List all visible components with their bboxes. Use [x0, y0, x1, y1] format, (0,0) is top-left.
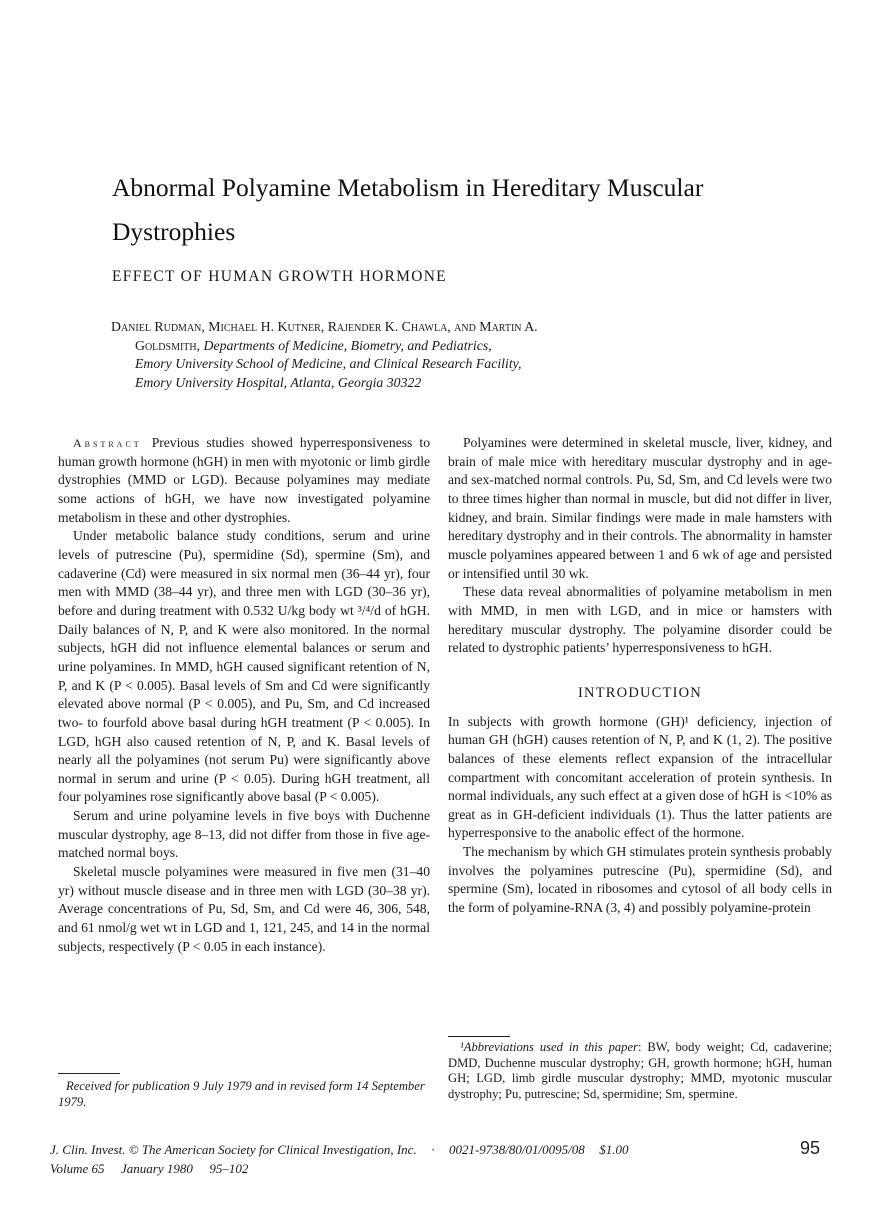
footer-separator: · [431, 1142, 435, 1157]
abstract-paragraph: These data reveal abnormalities of polyamine metabolism in men with MMD, in men with LGD, and in mice or hamsters with hereditary muscular dystrophy. The polyamine disorder could be related to dystrophic patients’ hyperresponsiveness to hGH. [448, 584, 832, 656]
footnote-divider [58, 1073, 120, 1074]
author-affiliation-line [111, 337, 751, 356]
abstract-paragraph: Skeletal muscle polyamines were measured in five men (31–40 yr) without muscle disease and in three men with LGD (30–38 yr). Average concentrations of Pu, Sd, Sm, and Cd were 46, 306, 548, and 61 nmol/g wet wt in LGD and 1, 121, 245, and 14 in the normal subjects, respectively (P < 0.05 in each instance). [58, 864, 430, 954]
affiliation-hospital: Emory University Hospital, Atlanta, Georgia 30322 [135, 374, 422, 390]
abstract-paragraph [58, 434, 430, 527]
right-column [448, 434, 832, 918]
abstract-paragraph: Serum and urine polyamine levels in five boys with Duchenne muscular dystrophy, age 8–13, did not differ from those in five age-matched normal boys. [58, 808, 430, 861]
abstract-label: Abstract [73, 436, 142, 450]
abbreviations-text: : BW, body weight; Cd, cadaverine; DMD, Duchenne muscular dystrophy; GH, growth hormone; hGH, human GH; LGD, limb girdle muscular dystrophy; MMD, myotonic muscular dystrophy; Pu, putrescine; Sd, spermidine; Sm, spermine. [448, 1040, 833, 1101]
article-title: Abnormal Polyamine Metabolism in Hereditary Muscular Dystrophies [112, 173, 704, 246]
article-subtitle: EFFECT OF HUMAN GROWTH HORMONE [112, 268, 447, 285]
section-heading-introduction: INTRODUCTION [578, 684, 702, 701]
page-range: 95–102 [209, 1161, 249, 1176]
abstract-text: Previous studies showed hyperresponsiveness to human growth hormone (hGH) in men with myotonic or limb girdle dystrophies (MMD or LGD). Because polyamines may mediate some actions of hGH, we have now investigated polyamine metabolism in these and other dystrophies. [58, 435, 430, 525]
body-paragraph: The mechanism by which GH stimulates protein synthesis probably involves the polyamines putrescine (Pu), spermidine (Sd), and spermine (Sm), located in ribosomes and cytosol of all body cells in the form of polyamine-RNA (3, 4) and possibly polyamine-protein [448, 844, 832, 916]
journal-citation: J. Clin. Invest. © The American Society for Clinical Investigation, Inc. [50, 1142, 417, 1157]
author-block [111, 318, 751, 392]
affiliation-departments: Departments of Medicine, Biometry, and Pediatrics, [200, 337, 492, 353]
body-paragraph: In subjects with growth hormone (GH)¹ deficiency, injection of human GH (hGH) causes retention of N, P, and K (1, 2). The positive balances of these elements reflect expansion of the intracellular compartment with concomitant acceleration of protein synthesis. In normal individuals, any such effect at a given dose of hGH is <10% as great as in GH-deficient individuals (1). Thus the latter patients are hyperresponsive to the anabolic effect of the hormone. [448, 713, 832, 841]
affiliation-school: Emory University School of Medicine, and Clinical Research Facility, [135, 356, 522, 372]
article-price: $1.00 [599, 1142, 629, 1157]
author-last-name: Goldsmith, [135, 337, 201, 353]
abstract-paragraph: Under metabolic balance study conditions, serum and urine levels of putrescine (Pu), spermidine (Sd), spermine (Sm), and cadaverine (Cd) were measured in six normal men (36–44 yr), four men with MMD (38–44 yr), and three men with LGD (30–36 yr), before and during treatment with 0.532 U/kg body wt ³/⁴/d of hGH. Daily balances of N, P, and K were also monitored. In the normal subjects, hGH did not influence elemental balances or serum and urine polyamines. In MMD, hGH caused significant retention of N, P, and K (P < 0.005). Basal levels of Sm and Cd were significantly elevated above normal (P < 0.005), and Pu, Sm, and Cd increased two- to fourfold above basal during hGH treatment (P < 0.005). In LGD, hGH also caused retention of N, P, and K. Basal levels of nearly all the polyamines (not serum Pu) were significantly above normal in serum and urine (P < 0.05). During hGH treatment, all four polyamines rose significantly above basal (P < 0.005). [58, 528, 430, 805]
page-number: 95 [800, 1138, 821, 1158]
journal-date: January 1980 [121, 1161, 193, 1176]
journal-code: 0021-9738/80/01/0095/08 [448, 1142, 585, 1157]
journal-footer-line1 [50, 1142, 629, 1158]
journal-volume: Volume 65 [50, 1161, 105, 1176]
abbreviations-label: ¹Abbreviations used in this paper [460, 1040, 638, 1054]
journal-footer-line2 [50, 1161, 248, 1177]
left-column [58, 434, 430, 956]
received-note: Received for publication 9 July 1979 and in revised form 14 September 1979. [58, 1079, 425, 1109]
abbreviations-footnote [448, 1040, 832, 1102]
abstract-paragraph: Polyamines were determined in skeletal muscle, liver, kidney, and brain of male mice with hereditary muscular dystrophy and in age- and sex-matched normal controls. Pu, Sd, Sm, and Cd levels were two to three times higher than normal in muscle, but did not differ in liver, kidney, and brain. Similar findings were made in male hamsters with hereditary dystrophy and in their controls. The abnormality in hamster muscle polyamines appeared between 1 and 6 wk of age and persisted or intensified until 30 wk. [448, 435, 832, 581]
footnote-divider [448, 1036, 510, 1037]
author-names: Daniel Rudman, Michael H. Kutner, Rajender K. Chawla, and Martin A. [111, 319, 538, 334]
